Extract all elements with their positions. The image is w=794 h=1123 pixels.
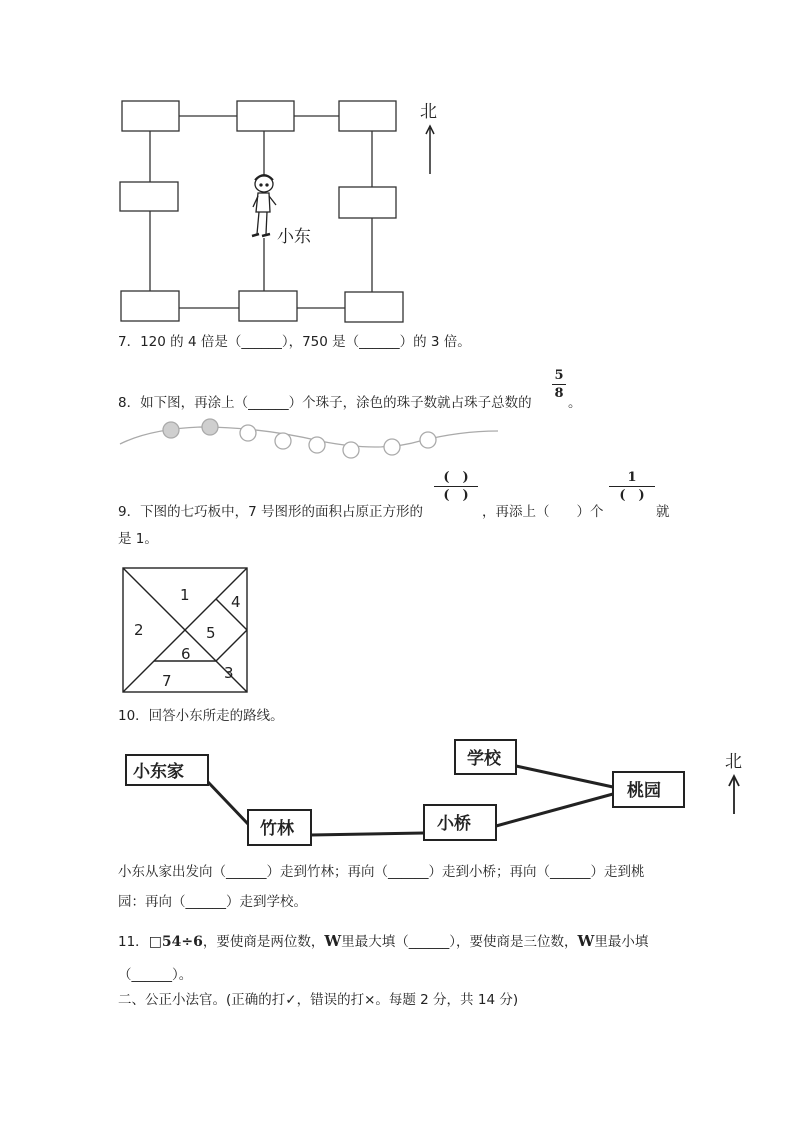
bead-empty bbox=[275, 433, 291, 449]
bead-empty bbox=[384, 439, 400, 455]
question-10-line-1: 小东从家出发向（______）走到竹林；再向（______）走到小桥；再向（______）走到桃 bbox=[118, 864, 645, 880]
w-symbol: W bbox=[324, 932, 342, 950]
place-bamboo: 竹林 bbox=[260, 819, 294, 839]
route-line-home-bamboo bbox=[208, 782, 248, 824]
map-box-top-right bbox=[339, 101, 396, 131]
w-symbol: W bbox=[577, 932, 595, 950]
north-arrow-icon bbox=[426, 126, 434, 174]
place-school: 学校 bbox=[467, 749, 501, 769]
map-box-bottom-right bbox=[345, 292, 403, 322]
fraction-five-eighths: 5 8 bbox=[552, 368, 566, 401]
tangram-label-7: 7 bbox=[162, 672, 172, 690]
tangram-label-3: 3 bbox=[224, 664, 234, 682]
route-diagram bbox=[0, 730, 794, 855]
question-7: 7．120 的 4 倍是（______），750 是（______）的 3 倍。 bbox=[118, 334, 471, 350]
map-box-middle-right bbox=[339, 187, 396, 218]
division-expression: □54÷6 bbox=[148, 934, 203, 950]
question-9-text-d: 是 1。 bbox=[118, 531, 158, 547]
fraction-one-over-blank: 1 ( ) bbox=[609, 470, 655, 503]
tangram-label-1: 1 bbox=[180, 586, 190, 604]
map-box-middle-left bbox=[120, 182, 178, 211]
question-9-text-a: 9．下图的七巧板中，7 号图形的面积占原正方形的 bbox=[118, 504, 423, 520]
question-9-text-b: ，再添上（ ）个 bbox=[482, 504, 604, 520]
section-2-heading: 二、公正小法官。(正确的打✓，错误的打×。每题 2 分，共 14 分) bbox=[118, 992, 519, 1008]
tangram-label-2: 2 bbox=[134, 621, 144, 639]
beads-figure bbox=[0, 415, 794, 465]
tangram-figure bbox=[0, 560, 794, 700]
map-box-bottom-left bbox=[121, 291, 179, 321]
route-line-bridge-peach bbox=[496, 794, 613, 826]
question-8-end: 。 bbox=[568, 395, 582, 411]
bead-empty bbox=[343, 442, 359, 458]
question-10-title: 10．回答小东所走的路线。 bbox=[118, 708, 284, 724]
map-box-top-left bbox=[122, 101, 179, 131]
tangram-label-4: 4 bbox=[231, 593, 241, 611]
route-line-school-peach bbox=[516, 766, 613, 787]
question-11-line-1: 11．□54÷6，要使商是两位数，W里最大填（______），要使商是三位数，W里最小填 bbox=[118, 932, 649, 950]
bead-empty bbox=[420, 432, 436, 448]
north-label-2: 北 bbox=[725, 752, 742, 772]
tangram-label-6: 6 bbox=[181, 645, 191, 663]
person-icon bbox=[252, 175, 276, 236]
question-8-text: 8．如下图，再涂上（______）个珠子，涂色的珠子数就占珠子总数的 bbox=[118, 395, 532, 411]
map-box-top-middle bbox=[237, 101, 294, 131]
bead-shaded bbox=[202, 419, 218, 435]
question-9-text-c: 就 bbox=[656, 504, 670, 520]
route-line-bamboo-bridge bbox=[311, 833, 424, 835]
bead-empty bbox=[240, 425, 256, 441]
bead-empty bbox=[309, 437, 325, 453]
route-map-figure bbox=[0, 0, 794, 330]
question-11-line-2: （______）。 bbox=[118, 967, 193, 983]
north-label: 北 bbox=[420, 102, 437, 122]
fraction-blank-blank: ( ) ( ) bbox=[434, 470, 478, 503]
person-label: 小东 bbox=[277, 227, 311, 247]
map-box-bottom-middle bbox=[239, 291, 297, 321]
north-arrow-icon bbox=[729, 776, 739, 814]
bead-shaded bbox=[163, 422, 179, 438]
tangram-label-5: 5 bbox=[206, 624, 216, 642]
question-10-line-2: 园：再向（______）走到学校。 bbox=[118, 894, 307, 910]
place-bridge: 小桥 bbox=[437, 814, 471, 834]
place-home: 小东家 bbox=[133, 762, 184, 782]
place-peach: 桃园 bbox=[627, 781, 661, 801]
